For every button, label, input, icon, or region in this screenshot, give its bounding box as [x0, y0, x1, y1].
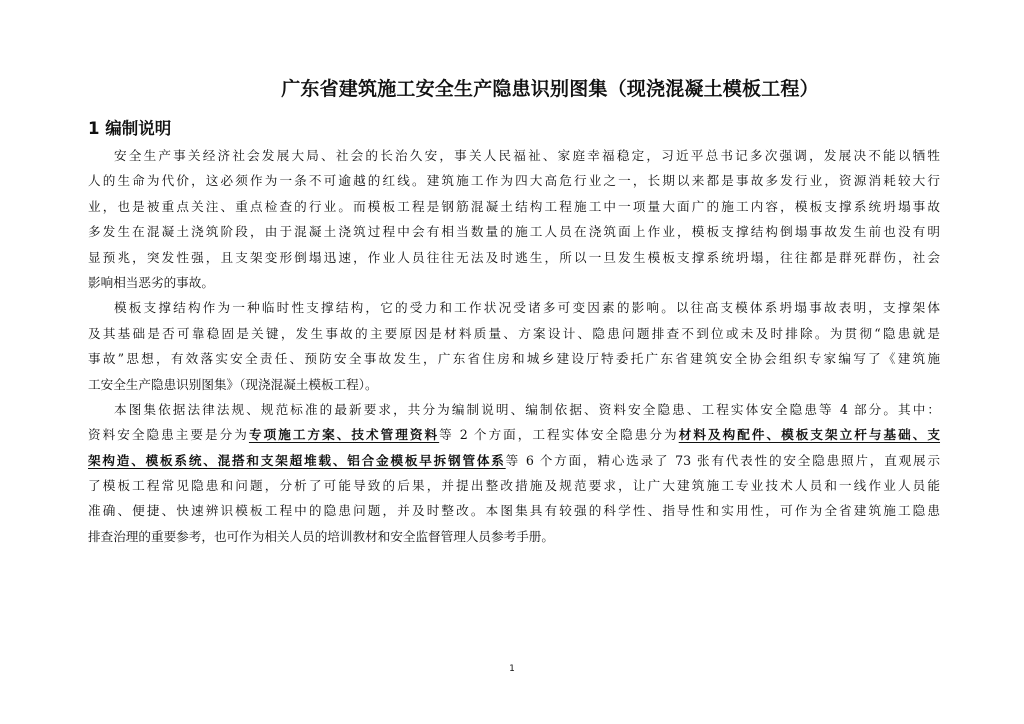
- paragraph-2-line: 模板支撑结构作为一种临时性支撑结构，它的受力和工作状况受诸多可变因素的影响。以往高支模体系坍塌事故表明，支撑架体: [114, 300, 940, 316]
- paragraph-2-line: 事故”思想，有效落实安全责任、预防安全事故发生，广东省住房和城乡建设厅特委托广东省建筑安全协会组织专家编写了《建筑施: [88, 351, 940, 367]
- paragraph-1-line: 业，也是被重点关注、重点检查的行业。而模板工程是钢筋混凝土结构工程施工中一项量大面广的施工内容，模板支撑系统坍塌事故: [88, 198, 940, 214]
- emphasized-text: 材料及构配件、模板支架立杆与基础、支: [678, 427, 941, 443]
- paragraph-3-line: 排查治理的重要参考，也可作为相关人员的培训教材和安全监督管理人员参考手册。: [88, 528, 554, 544]
- document-title: 广东省建筑施工安全生产隐患识别图集（现浇混凝土模板工程）: [281, 78, 819, 100]
- paragraph-1-line: 多发生在混凝土浇筑阶段，由于混凝土浇筑过程中会有相当数量的施工人员在浇筑面上作业，模板支撑结构倒塌事故发生前也没有明: [88, 224, 940, 240]
- paragraph-1-line: 影响相当恶劣的事故。: [88, 274, 214, 290]
- emphasized-text: 架构造、模板系统、混搭和支架超堆载、铝合金模板早拆钢管体系: [88, 452, 506, 468]
- paragraph-3-text: 等 6 个方面，精心选录了 73 张有代表性的安全隐患照片，直观展示: [505, 452, 941, 468]
- paragraph-3-line: 本图集依据法律法规、规范标准的最新要求，共分为编制说明、编制依据、资料安全隐患、工程实体安全隐患等 4 部分。其中：: [114, 401, 940, 417]
- paragraph-3-line: 准确、便捷、快速辨识模板工程中的隐患问题，并及时整改。本图集具有较强的科学性、指导性和实用性，可作为全省建筑施工隐患: [88, 503, 940, 519]
- paragraph-2-line: 工安全生产隐患识别图集》（现浇混凝土模板工程）。: [88, 376, 378, 392]
- paragraph-3-line: [88, 422, 940, 447]
- paragraph-1-line: 安全生产事关经济社会发展大局、社会的长治久安，事关人民福祉、家庭幸福稳定，习近平总书记多次强调，发展决不能以牺牲: [114, 148, 940, 163]
- paragraph-3-text: 等 2 个方面，工程实体安全隐患分为: [439, 427, 679, 443]
- page-number: 1: [509, 664, 515, 674]
- emphasized-text: 专项施工方案、技术管理资料: [248, 427, 440, 443]
- paragraph-3-line: 了模板工程常见隐患和问题，分析了可能导致的后果，并提出整改措施及规范要求，让广大建筑施工专业技术人员和一线作业人员能: [88, 478, 940, 494]
- paragraph-2-line: 及其基础是否可靠稳固是关键，发生事故的主要原因是材料质量、方案设计、隐患问题排查不到位或未及时排除。为贯彻“隐患就是: [88, 325, 940, 341]
- paragraph-3-line: [88, 448, 940, 473]
- paragraph-1-line: 显预兆，突发性强，且支架变形倒塌迅速，作业人员往往无法及时逃生，所以一旦发生模板支撑系统坍塌，往往都是群死群伤，社会: [88, 249, 940, 265]
- section-heading: 1 编制说明: [88, 119, 172, 138]
- paragraph-1-line: 人的生命为代价，这必须作为一条不可逾越的红线。建筑施工作为四大高危行业之一，长期以来都是事故多发行业，资源消耗较大行: [88, 173, 940, 189]
- paragraph-3-text: 资料安全隐患主要是分为: [88, 427, 249, 443]
- body-text: [88, 143, 940, 549]
